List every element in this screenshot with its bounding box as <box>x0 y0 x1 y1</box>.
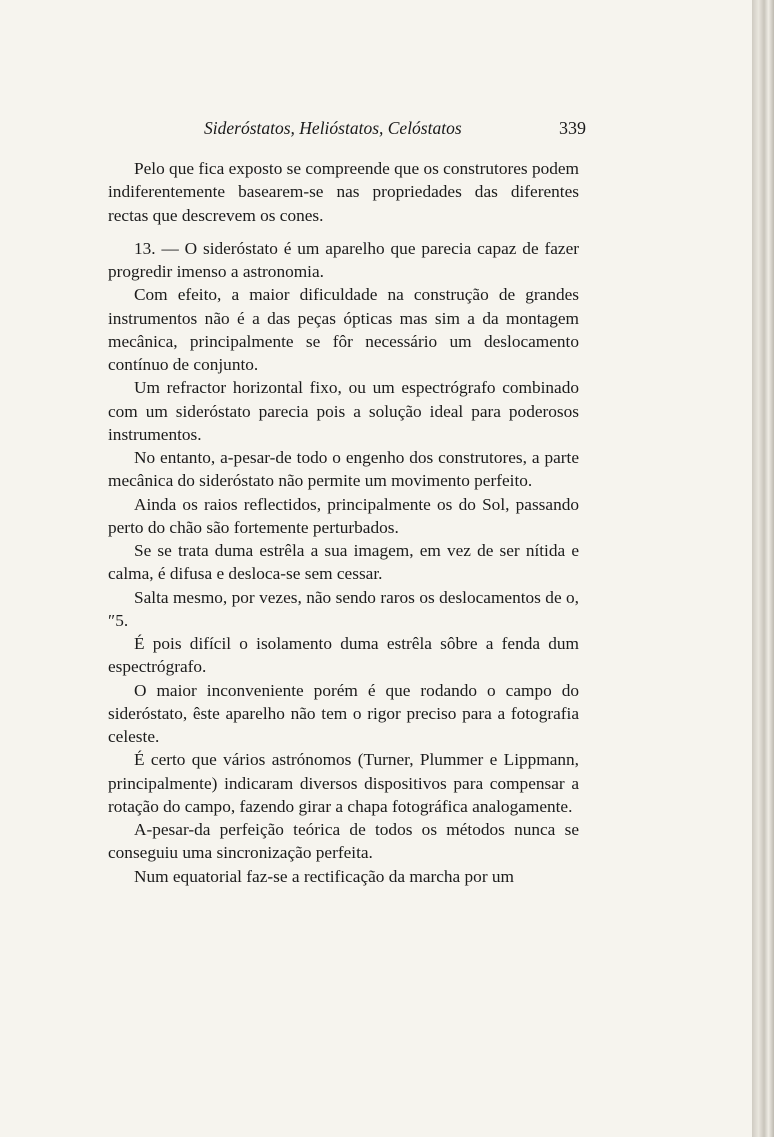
paragraph: No entanto, a-pesar-de todo o engenho dos construtores, a parte mecânica do sideróstato não permite um movimento perfeito. <box>108 448 579 491</box>
paragraph: 13. — O sideróstato é um aparelho que parecia capaz de fazer progredir imenso a astronomia. <box>108 238 579 281</box>
paragraph: O maior inconveniente porém é que rodando o campo do sideróstato, êste aparelho não tem o rigor preciso para a fotografia celeste. <box>108 680 579 746</box>
paragraph: Salta mesmo, por vezes, não sendo raros os deslocamentos de o,″5. <box>108 587 579 630</box>
paragraph: É certo que vários astrónomos (Turner, Plummer e Lippmann, principalmente) indicaram diversos dispositivos para compensar a rotação do campo, fazendo girar a chapa fotográfica analogamente. <box>108 750 579 816</box>
paragraph: Se se trata duma estrêla a sua imagem, em vez de ser nítida e calma, é difusa e desloca-se sem cessar. <box>108 541 579 584</box>
page-stack-edge <box>752 0 774 1137</box>
paragraph: É pois difícil o isolamento duma estrêla sôbre a fenda dum espectrógrafo. <box>108 634 579 677</box>
paragraph: A-pesar-da perfeição teórica de todos os métodos nunca se conseguiu uma sincronização perfeita. <box>108 820 579 863</box>
paragraph: Pelo que fica exposto se compreende que os construtores podem indiferentemente basearem-se nas propriedades das diferentes rectas que descrevem os cones. <box>108 159 579 225</box>
page-header <box>108 118 586 142</box>
running-title: Sideróstatos, Helióstatos, Celóstatos <box>204 118 462 138</box>
page-number: 339 <box>559 118 586 138</box>
body-text <box>108 157 579 888</box>
paragraph: Com efeito, a maior dificuldade na construção de grandes instrumentos não é a das peças ópticas mas sim a da montagem mecânica, principalmente se fôr necessário um deslocamento contínuo de conjunto. <box>108 285 579 374</box>
paragraph: Ainda os raios reflectidos, principalmente os do Sol, passando perto do chão são fortemente perturbados. <box>108 494 579 537</box>
paragraph: Num equatorial faz-se a rectificação da marcha por um <box>134 866 514 886</box>
paragraph: Um refractor horizontal fixo, ou um espectrógrafo combinado com um sideróstato parecia pois a solução ideal para poderosos instrumentos. <box>108 378 579 444</box>
